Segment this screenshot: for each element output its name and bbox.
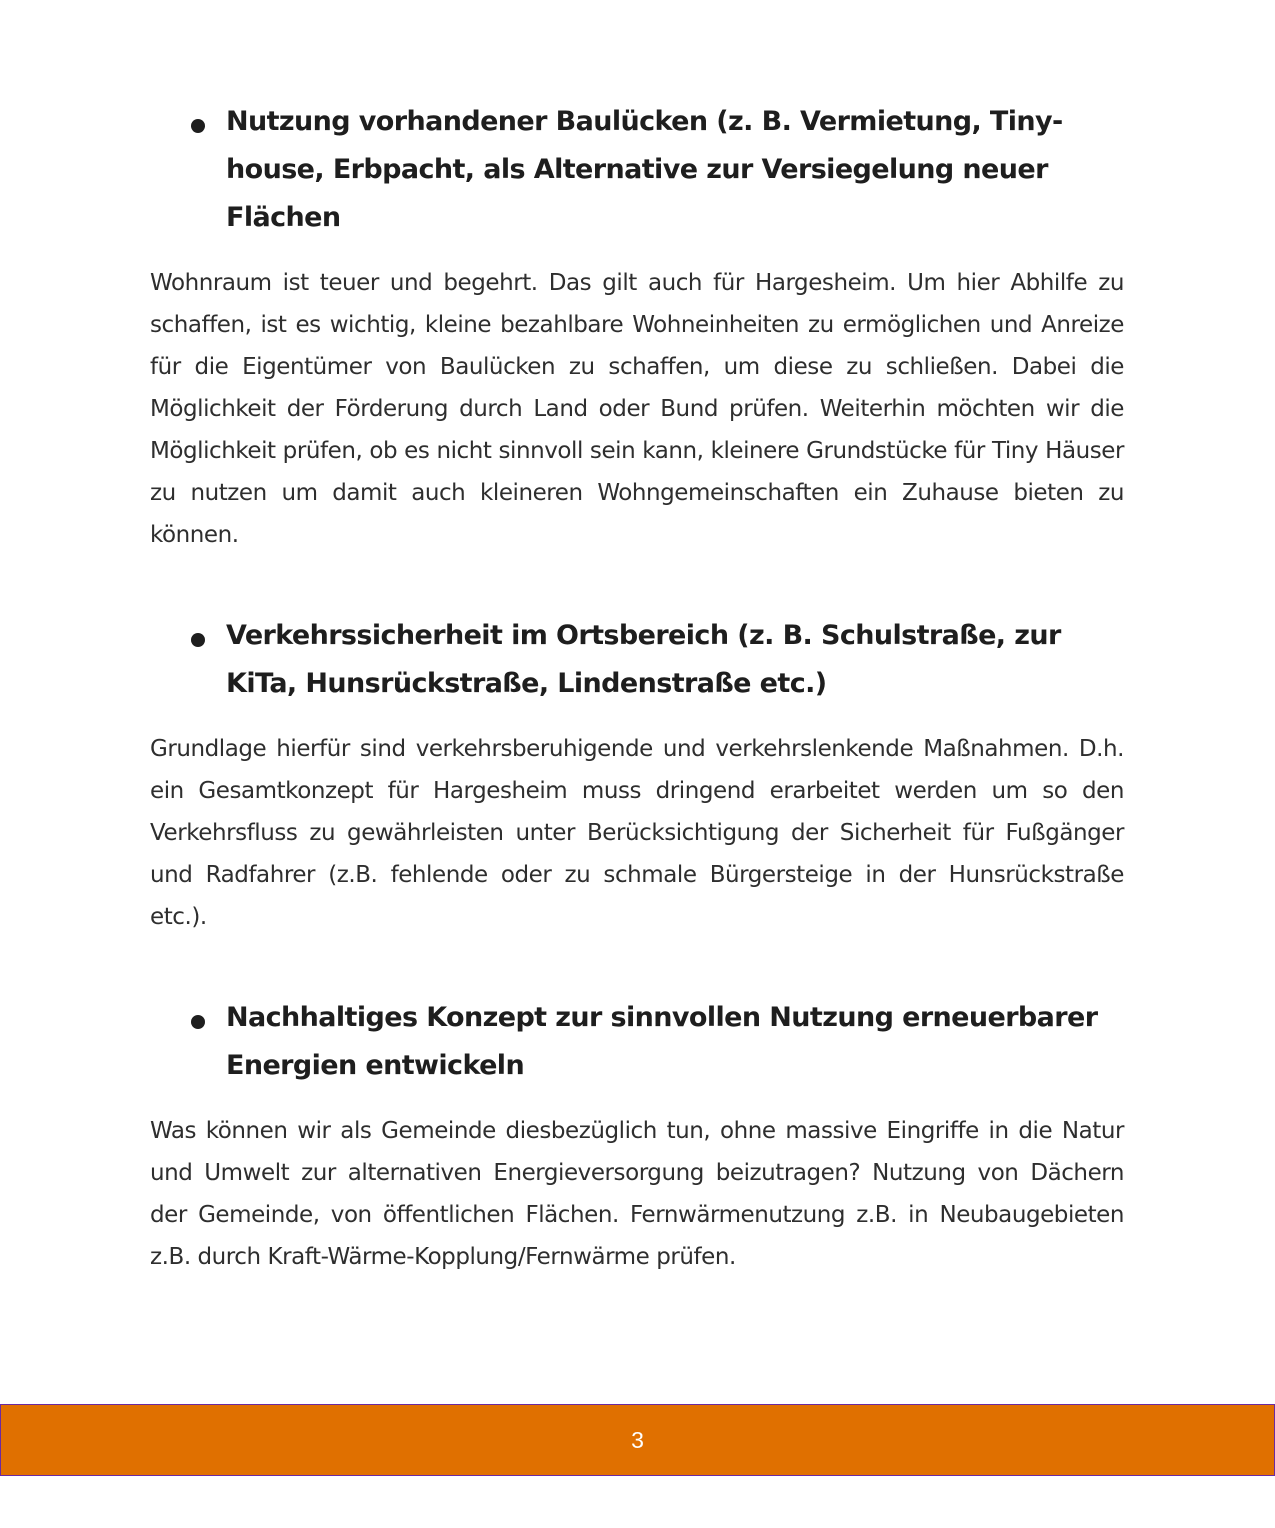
section-paragraph: Wohnraum ist teuer und begehrt. Das gilt auch für Hargesheim. Um hier Abhilfe zu schaffen, ist es wichtig, kleine bezahlbare Wohneinheiten zu ermöglichen und Anreize für die Eigentümer von Baulücken zu schaffen, um diese zu schließen. Dabei die Möglichkeit der Förderung durch Land oder Bund prüfen. Weiterhin möchten wir die Möglichkeit prüfen, ob es nicht sinnvoll sein kann, kleinere Grundstücke für Tiny Häuser zu nutzen um damit auch kleineren Wohngemeinschaften ein Zuhause bieten zu können.: [150, 270, 1124, 548]
bullet-item: [191, 98, 1124, 242]
page-number: 3: [631, 1426, 644, 1453]
section-verkehrssicherheit: [150, 612, 1124, 938]
section-paragraph: Was können wir als Gemeinde diesbezüglich tun, ohne massive Eingriffe in die Natur und Umwelt zur alternativen Energieversorgung beizutragen? Nutzung von Dächern der Gemeinde, von öffentlichen Flächen. Fernwärmenutzung z.B. in Neubaugebieten z.B. durch Kraft-Wärme-Kopplung/Fernwärme prüfen.: [150, 1118, 1124, 1270]
bullet-item: [191, 994, 1124, 1090]
section-baulucken: [150, 98, 1124, 556]
bullet-icon: [191, 1015, 205, 1029]
section-paragraph: Grundlage hierfür sind verkehrsberuhigende und verkehrslenkende Maßnahmen. D.h. ein Gesamtkonzept für Hargesheim muss dringend erarbeitet werden um so den Verkehrsfluss zu gewährleisten unter Berücksichtigung der Sicherheit für Fußgänger und Radfahrer (z.B. fehlende oder zu schmale Bürgersteige in der Hunsrückstraße etc.).: [150, 736, 1124, 930]
bullet-item: [191, 612, 1124, 708]
footer-bar: [0, 1404, 1275, 1476]
bullet-icon: [191, 119, 205, 133]
section-heading: Verkehrssicherheit im Ortsbereich (z. B. Schulstraße, zur KiTa, Hunsrückstraße, Lindenstraße etc.): [226, 620, 1061, 699]
section-heading: Nutzung vorhandener Baulücken (z. B. Vermietung, Tiny-house, Erbpacht, als Alternative zur Versiegelung neuer Flächen: [226, 106, 1063, 233]
document-content: [150, 98, 1124, 1301]
section-heading: Nachhaltiges Konzept zur sinnvollen Nutzung erneuerbarer Energien entwickeln: [226, 1002, 1098, 1081]
section-energien: [150, 994, 1124, 1278]
bullet-icon: [191, 633, 205, 647]
